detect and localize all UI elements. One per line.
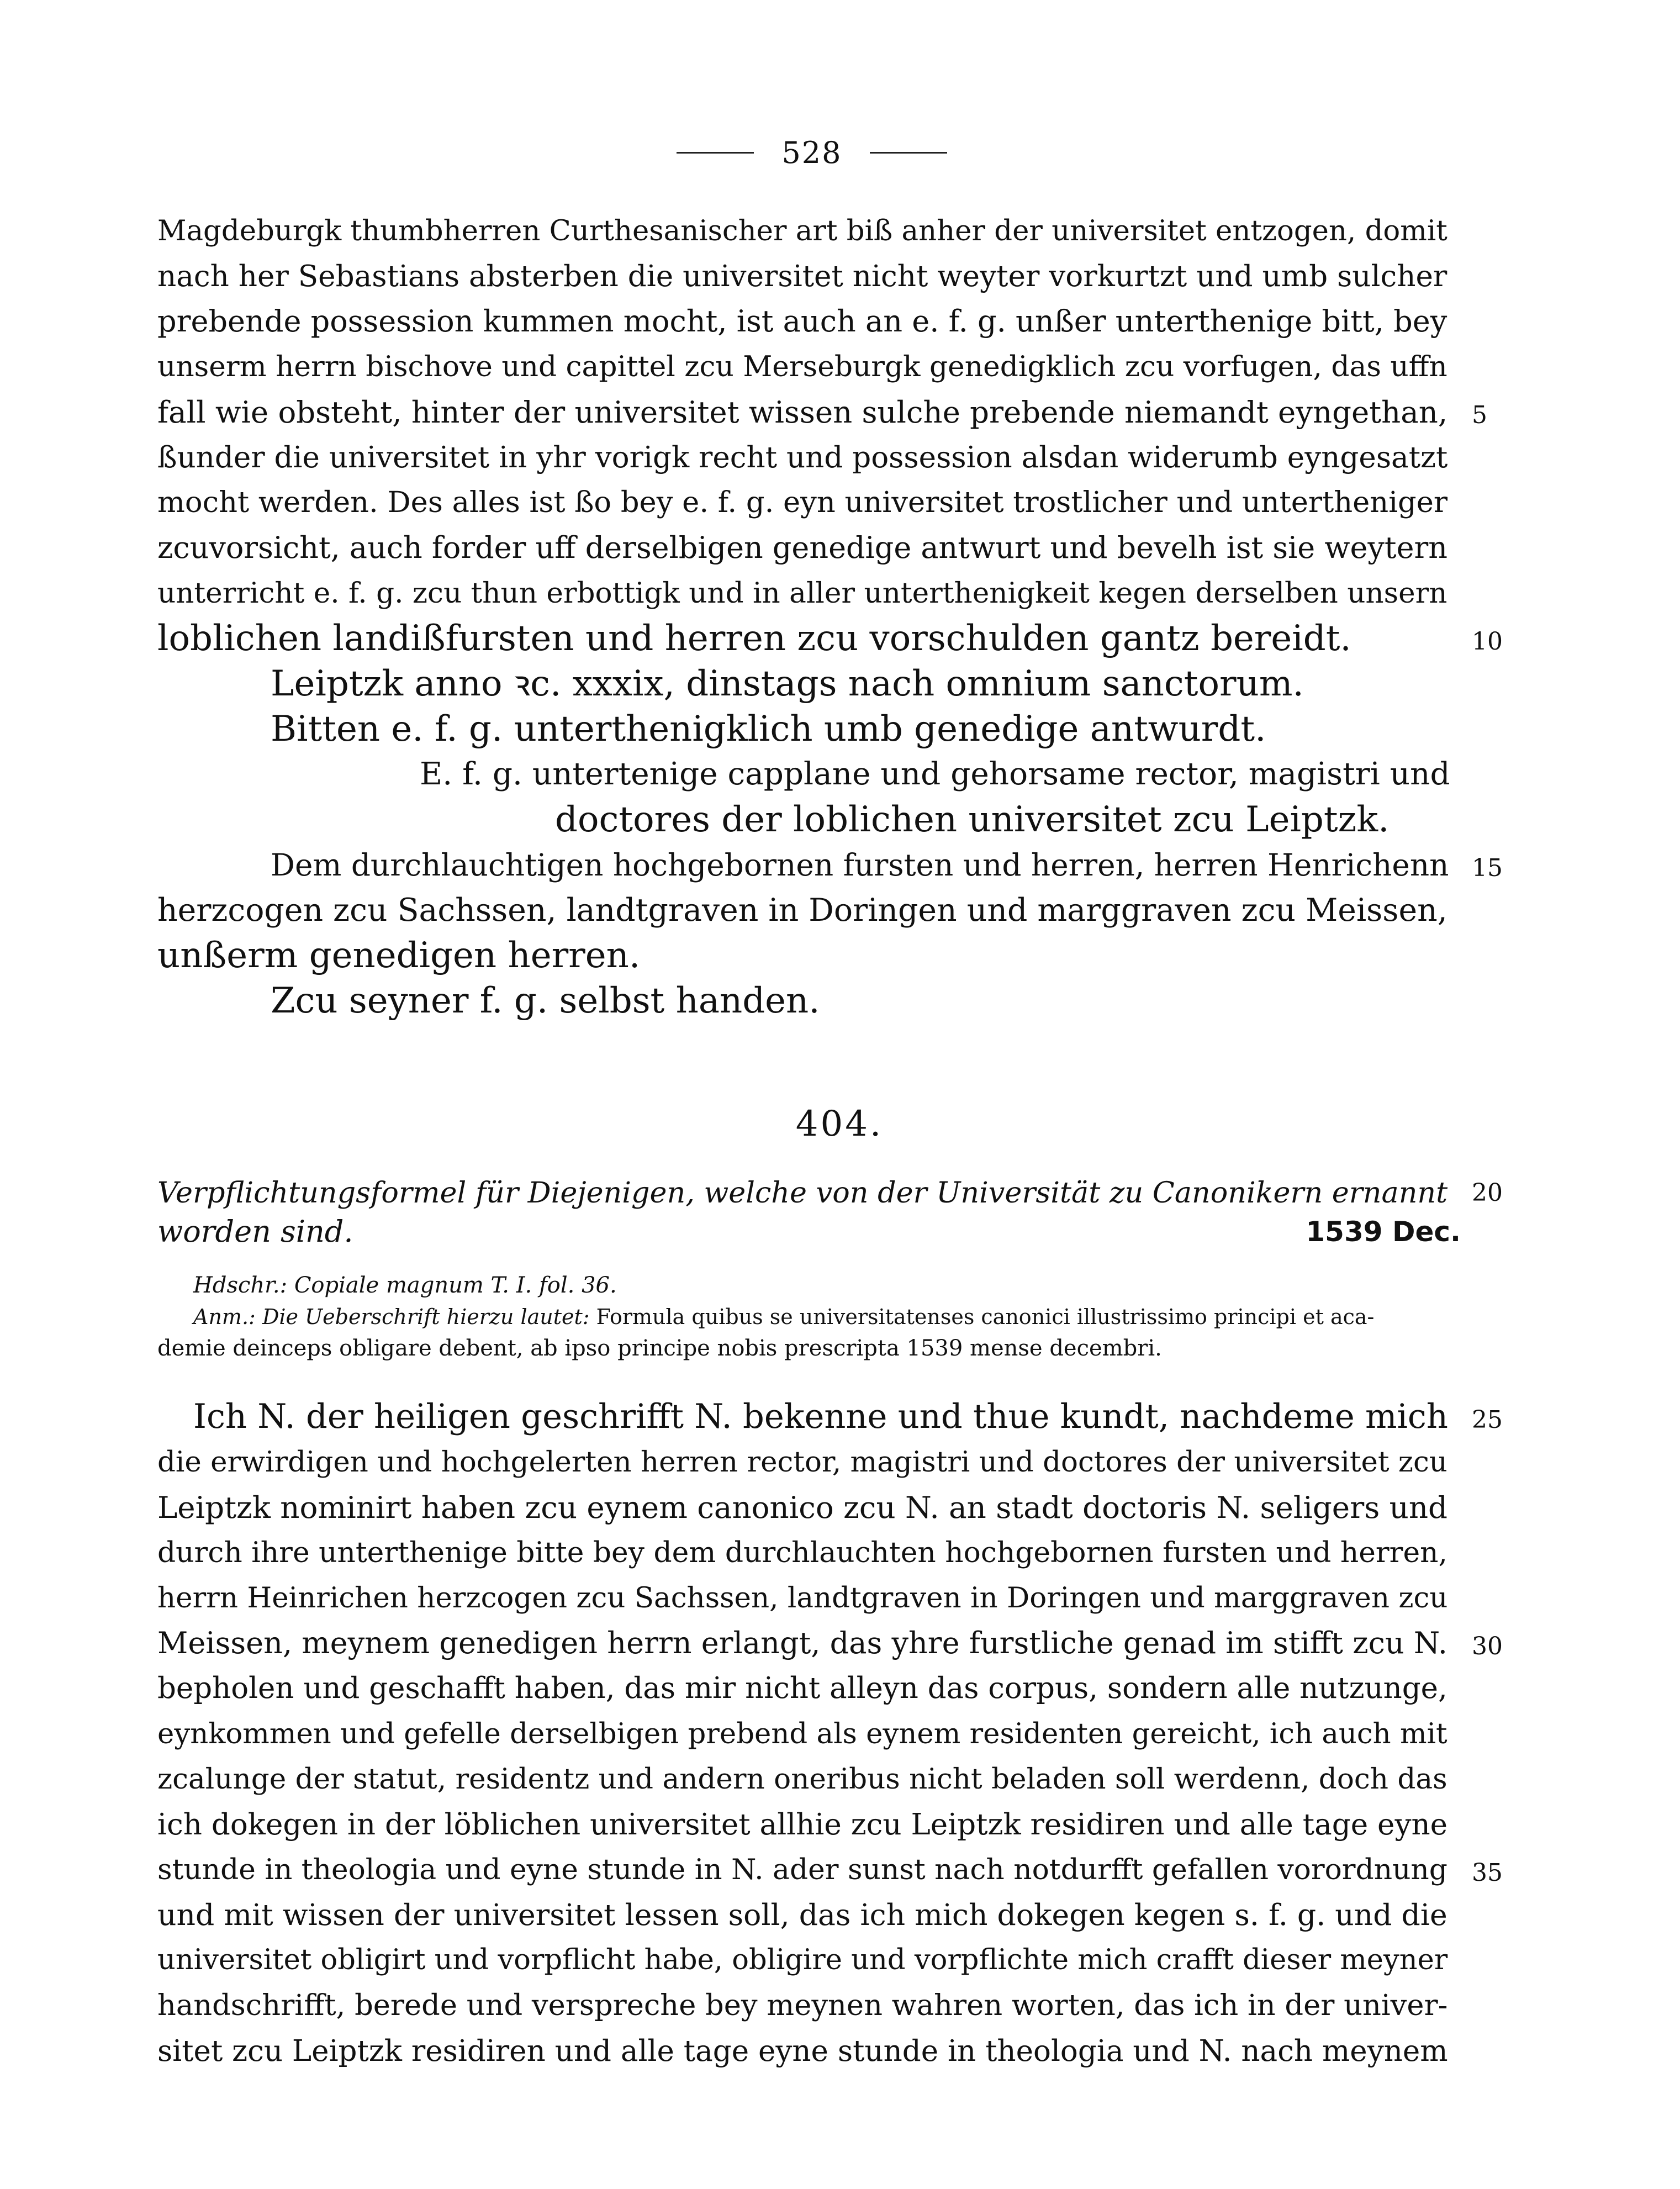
page-header bbox=[657, 130, 966, 175]
source-text: Copiale magnum T. I. fol. 36. bbox=[294, 1273, 617, 1298]
letter-line-8 bbox=[157, 526, 1461, 570]
page-number: 528 bbox=[781, 135, 842, 170]
body-line-1 bbox=[193, 1395, 1461, 1439]
annotation-line-1 bbox=[193, 1302, 1461, 1332]
letter-line-9 bbox=[157, 571, 1461, 615]
address-text-1: Dem durchlauchtigen hochgebornen fursten und herren, herren Henrichenn bbox=[271, 847, 1449, 883]
letter-line-4-text: unserm herrn bischove und capittel zcu Merseburgk genedigklich zcu vorfugen, das uffn bbox=[157, 350, 1447, 383]
line-number-35: 35 bbox=[1472, 1859, 1503, 1887]
dateline bbox=[271, 662, 1461, 706]
signature-line-1 bbox=[420, 752, 1461, 797]
body-line-9 bbox=[157, 1757, 1461, 1801]
document-title-text-1: Verpflichtungsformel für Diejenigen, welche von der Universität zu Canonikern ernannt bbox=[157, 1176, 1448, 1210]
line-number-10: 10 bbox=[1472, 627, 1503, 656]
body-line-4 bbox=[157, 1531, 1461, 1575]
body-line-6 bbox=[157, 1621, 1461, 1665]
line-number-20: 20 bbox=[1472, 1179, 1503, 1207]
body-text-12: und mit wissen der universitet lessen soll, das ich mich dokegen kegen s. f. g. und die bbox=[157, 1897, 1447, 1932]
document-title-text-2: worden sind. bbox=[157, 1214, 353, 1249]
body-line-13 bbox=[157, 1938, 1461, 1982]
body-text-11: stunde in theologia und eyne stunde in N. ader sunst nach notdurfft gefallen vorordnung bbox=[157, 1853, 1447, 1886]
body-line-3 bbox=[157, 1485, 1461, 1529]
letter-line-7-text: mocht werden. Des alles ist ßo bey e. f. g. eyn universitet trostlicher und untertheniger bbox=[157, 486, 1448, 519]
body-text-8: eynkommen und gefelle derselbigen prebend als eynem residenten gereicht, ich auch mit bbox=[157, 1717, 1447, 1750]
body-line-8 bbox=[157, 1712, 1461, 1756]
letter-line-3 bbox=[157, 299, 1461, 344]
annotation-label: Anm.: bbox=[193, 1305, 256, 1329]
request-text: Bitten e. f. g. unterthenigklich umb genedige antwurdt. bbox=[271, 709, 1266, 750]
annotation-text-2: demie deinceps obligare debent, ab ipso principe nobis prescripta 1539 mense decembri. bbox=[157, 1336, 1162, 1361]
body-line-12 bbox=[157, 1893, 1461, 1937]
body-text-1: Ich N. der heiligen geschrifft N. bekenne und thue kundt, nachdeme mich bbox=[193, 1397, 1448, 1436]
body-line-11 bbox=[157, 1848, 1461, 1892]
letter-line-2 bbox=[157, 254, 1461, 298]
address-note-text: Zcu seyner f. g. selbst handen. bbox=[271, 980, 820, 1021]
line-number-30: 30 bbox=[1472, 1632, 1503, 1660]
body-text-13: universitet obligirt und vorpflicht habe, obligire und vorpflichte mich crafft dieser meyner bbox=[157, 1944, 1448, 1976]
header-rule-right bbox=[870, 152, 947, 154]
document-title-line-1 bbox=[157, 1174, 1461, 1212]
source-label: Hdschr.: bbox=[193, 1273, 288, 1298]
letter-line-7 bbox=[157, 481, 1461, 525]
address-note bbox=[271, 979, 1461, 1023]
body-line-7 bbox=[157, 1666, 1461, 1711]
address-line-2 bbox=[157, 888, 1461, 932]
body-line-14 bbox=[157, 1984, 1461, 2028]
line-number-15: 15 bbox=[1472, 854, 1503, 882]
letter-line-2-text: nach her Sebastians absterben die universitet nicht weyter vorkurtzt und umb sulcher bbox=[157, 259, 1447, 293]
letter-line-1 bbox=[157, 209, 1461, 253]
body-line-10 bbox=[157, 1802, 1461, 1847]
letter-line-8-text: zcuvorsicht, auch forder uff derselbigen genedige antwurt und bevelh ist sie weytern bbox=[157, 530, 1448, 565]
letter-line-10-text: loblichen landißfursten und herren zcu vorschulden gantz bereidt. bbox=[157, 618, 1351, 659]
source-note bbox=[193, 1270, 1461, 1301]
annotation-text-1: Formula quibus se universitatenses canonici illustrissimo principi et aca- bbox=[596, 1305, 1375, 1329]
body-text-14: handschrifft, berede und verspreche bey meynen wahren worten, das ich in der univer- bbox=[157, 1988, 1448, 2022]
annotation-line-2 bbox=[157, 1333, 1461, 1364]
address-text-3: unßerm genedigen herren. bbox=[157, 935, 641, 976]
letter-line-1-text: Magdeburgk thumbherren Curthesanischer art biß anher der universitet entzogen, domit bbox=[157, 214, 1447, 247]
body-text-4: durch ihre unterthenige bitte bey dem durchlauchten hochgebornen fursten und herren, bbox=[157, 1536, 1447, 1569]
letter-line-6-text: ßunder die universitet in yhr vorigk recht und possession alsdan widerumb eyngesatzt bbox=[157, 440, 1448, 474]
line-number-5: 5 bbox=[1472, 401, 1487, 429]
header-rule-left bbox=[677, 152, 754, 154]
body-line-2 bbox=[157, 1440, 1461, 1484]
document-title-line-2 bbox=[157, 1212, 820, 1251]
document-number: 404. bbox=[795, 1104, 884, 1144]
body-text-3: Leiptzk nominirt haben zcu eynem canonico zcu N. an stadt doctoris N. seligers und bbox=[157, 1490, 1448, 1525]
body-text-9: zcalunge der statut, residentz und andern oneribus nicht beladen soll werdenn, doch das bbox=[157, 1763, 1447, 1796]
letter-line-3-text: prebende possession kummen mocht, ist auch an e. f. g. unßer unterthenige bitt, bey bbox=[157, 304, 1447, 339]
letter-line-6 bbox=[157, 435, 1461, 479]
letter-line-9-text: unterricht e. f. g. zcu thun erbottigk und in aller unterthenigkeit kegen derselben unsern bbox=[157, 577, 1447, 610]
letter-line-4 bbox=[157, 345, 1461, 389]
letter-line-5 bbox=[157, 390, 1461, 434]
body-text-2: die erwirdigen und hochgelerten herren rector, magistri und doctores der universitet zcu bbox=[157, 1446, 1447, 1479]
dateline-text: Leiptzk anno ꝛc. xxxix, dinstags nach omnium sanctorum. bbox=[271, 663, 1304, 704]
address-line-3 bbox=[157, 933, 1461, 978]
signature-text-2: doctores der loblichen universitet zcu Leiptzk. bbox=[555, 799, 1390, 840]
annotation-intro: Die Ueberschrift hierzu lautet: bbox=[262, 1305, 590, 1329]
body-line-5 bbox=[157, 1576, 1461, 1620]
line-number-25: 25 bbox=[1472, 1406, 1503, 1434]
body-line-15 bbox=[157, 2029, 1461, 2073]
body-text-7: bepholen und geschafft haben, das mir nicht alleyn das corpus, sondern alle nutzunge, bbox=[157, 1671, 1447, 1705]
address-line-1 bbox=[271, 843, 1461, 887]
body-text-5: herrn Heinrichen herzcogen zcu Sachssen, landtgraven in Doringen und marggraven zcu bbox=[157, 1581, 1448, 1615]
body-text-10: ich dokegen in der löblichen universitet allhie zcu Leiptzk residiren und alle tage eyne bbox=[157, 1807, 1448, 1842]
body-text-6: Meissen, meynem genedigen herrn erlangt, das yhre furstliche genad im stifft zcu N. bbox=[157, 1626, 1447, 1660]
body-text-15: sitet zcu Leiptzk residiren und alle tage eyne stunde in theologia und N. nach meynem bbox=[157, 2034, 1448, 2068]
signature-line-2 bbox=[555, 798, 1461, 842]
document-date: 1539 Dec. bbox=[1306, 1216, 1461, 1248]
signature-text-1: E. f. g. untertenige capplane und gehorsame rector, magistri und bbox=[420, 756, 1450, 792]
letter-line-5-text: fall wie obsteht, hinter der universitet wissen sulche prebende niemandt eyngethan, bbox=[157, 394, 1448, 430]
letter-line-10 bbox=[157, 616, 1461, 661]
address-text-2: herzcogen zcu Sachssen, landtgraven in Doringen und marggraven zcu Meissen, bbox=[157, 892, 1447, 929]
request-line bbox=[271, 707, 1461, 751]
